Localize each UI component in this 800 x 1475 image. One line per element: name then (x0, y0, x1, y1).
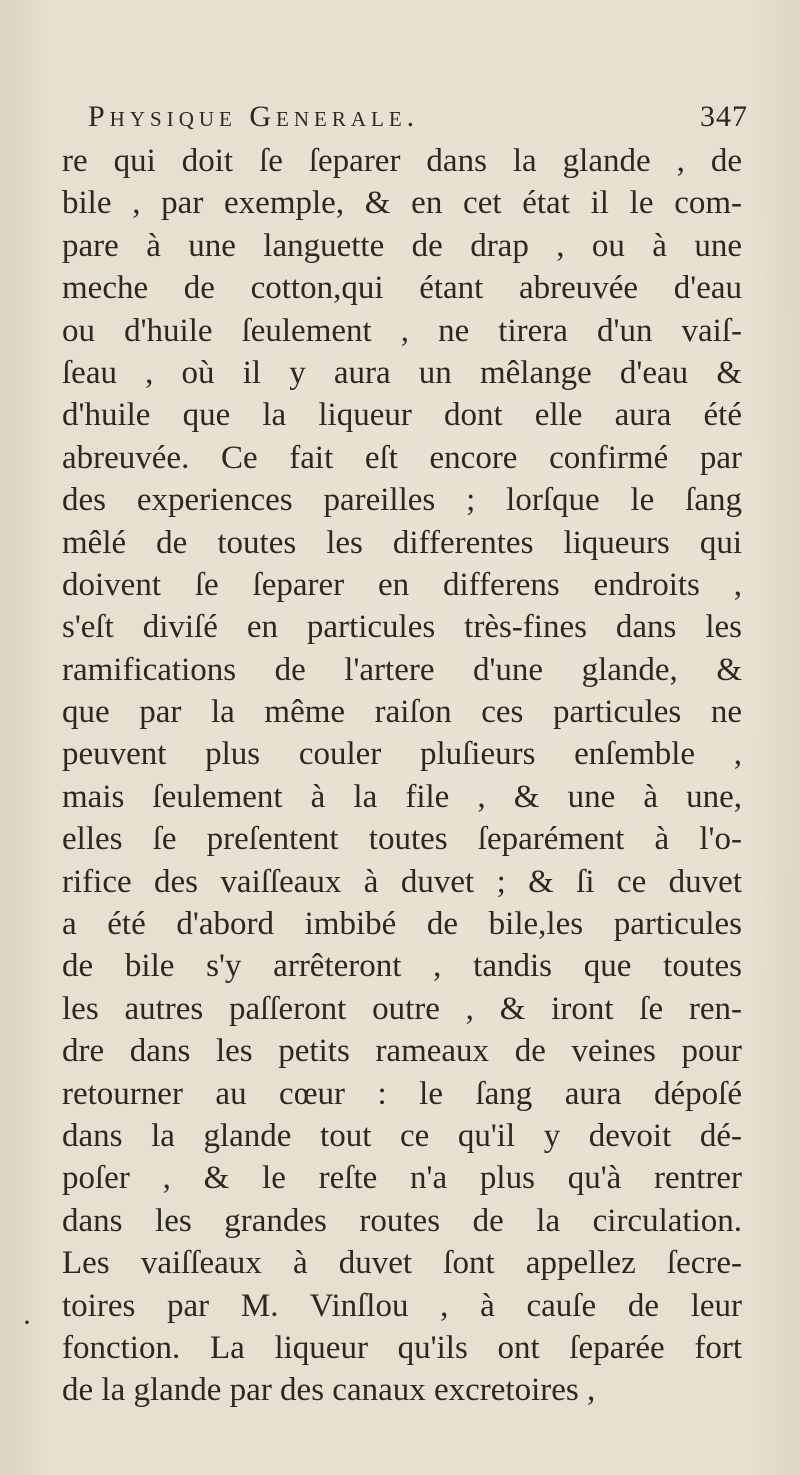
text-line: pare à une languette de drap , ou à une (62, 227, 742, 264)
text-line: toires par M. Vinſlou , à cauſe de leur (62, 1287, 742, 1324)
margin-dot-mark: · (22, 1306, 32, 1339)
text-line: ou d'huile ſeulement , ne tirera d'un vaiſ- (62, 312, 742, 349)
text-line: dans la glande tout ce qu'il y devoit dé- (62, 1117, 742, 1154)
text-line: ramifications de l'artere d'une glande, & (62, 651, 742, 688)
text-line: bile , par exemple, & en cet état il le com- (62, 185, 742, 222)
text-line: des experiences pareilles ; lorſque le ſang (62, 482, 742, 519)
text-line: elles ſe preſentent toutes ſeparément à l'o- (62, 821, 742, 858)
text-line: les autres paſſeront outre , & iront ſe ren- (62, 990, 742, 1027)
page-number: 347 (700, 100, 748, 133)
text-line: re qui doit ſe ſeparer dans la glande , de (62, 143, 742, 179)
text-line: de bile s'y arrêteront , tandis que toutes (62, 948, 742, 985)
text-line: rifice des vaiſſeaux à duvet ; & ſi ce duvet (62, 863, 742, 900)
text-line: peuvent plus couler pluſieurs enſemble , (62, 736, 742, 773)
body-text (62, 140, 742, 1412)
running-title: Physique Generale. (88, 100, 420, 133)
text-line: que par la même raiſon ces particules ne (62, 694, 742, 731)
text-line: fonction. La liqueur qu'ils ont ſeparée fort (62, 1329, 742, 1366)
text-line: s'eſt diviſé en particules très-fines dans les (62, 609, 742, 646)
text-line: dans les grandes routes de la circulation. (62, 1202, 742, 1239)
text-line: abreuvée. Ce fait eſt encore confirmé par (62, 439, 742, 476)
text-line: Les vaiſſeaux à duvet ſont appellez ſecre- (62, 1245, 742, 1282)
text-line: dre dans les petits rameaux de veines pour (62, 1033, 742, 1070)
text-line: ſeau , où il y aura un mêlange d'eau & (62, 354, 742, 391)
text-line: d'huile que la liqueur dont elle aura été (62, 397, 742, 434)
text-line: mais ſeulement à la file , & une à une, (62, 778, 742, 815)
text-line: meche de cotton,qui étant abreuvée d'eau (62, 270, 742, 307)
running-head (88, 96, 748, 142)
text-line: de la glande par des canaux excretoires , (62, 1372, 596, 1409)
text-line: mêlé de toutes les differentes liqueurs qui (62, 524, 742, 561)
text-line: poſer , & le reſte n'a plus qu'à rentrer (62, 1160, 742, 1197)
text-line: a été d'abord imbibé de bile,les particules (62, 906, 742, 943)
text-line: retourner au cœur : le ſang aura dépoſé (62, 1075, 742, 1112)
text-line: doivent ſe ſeparer en differens endroits , (62, 566, 742, 603)
